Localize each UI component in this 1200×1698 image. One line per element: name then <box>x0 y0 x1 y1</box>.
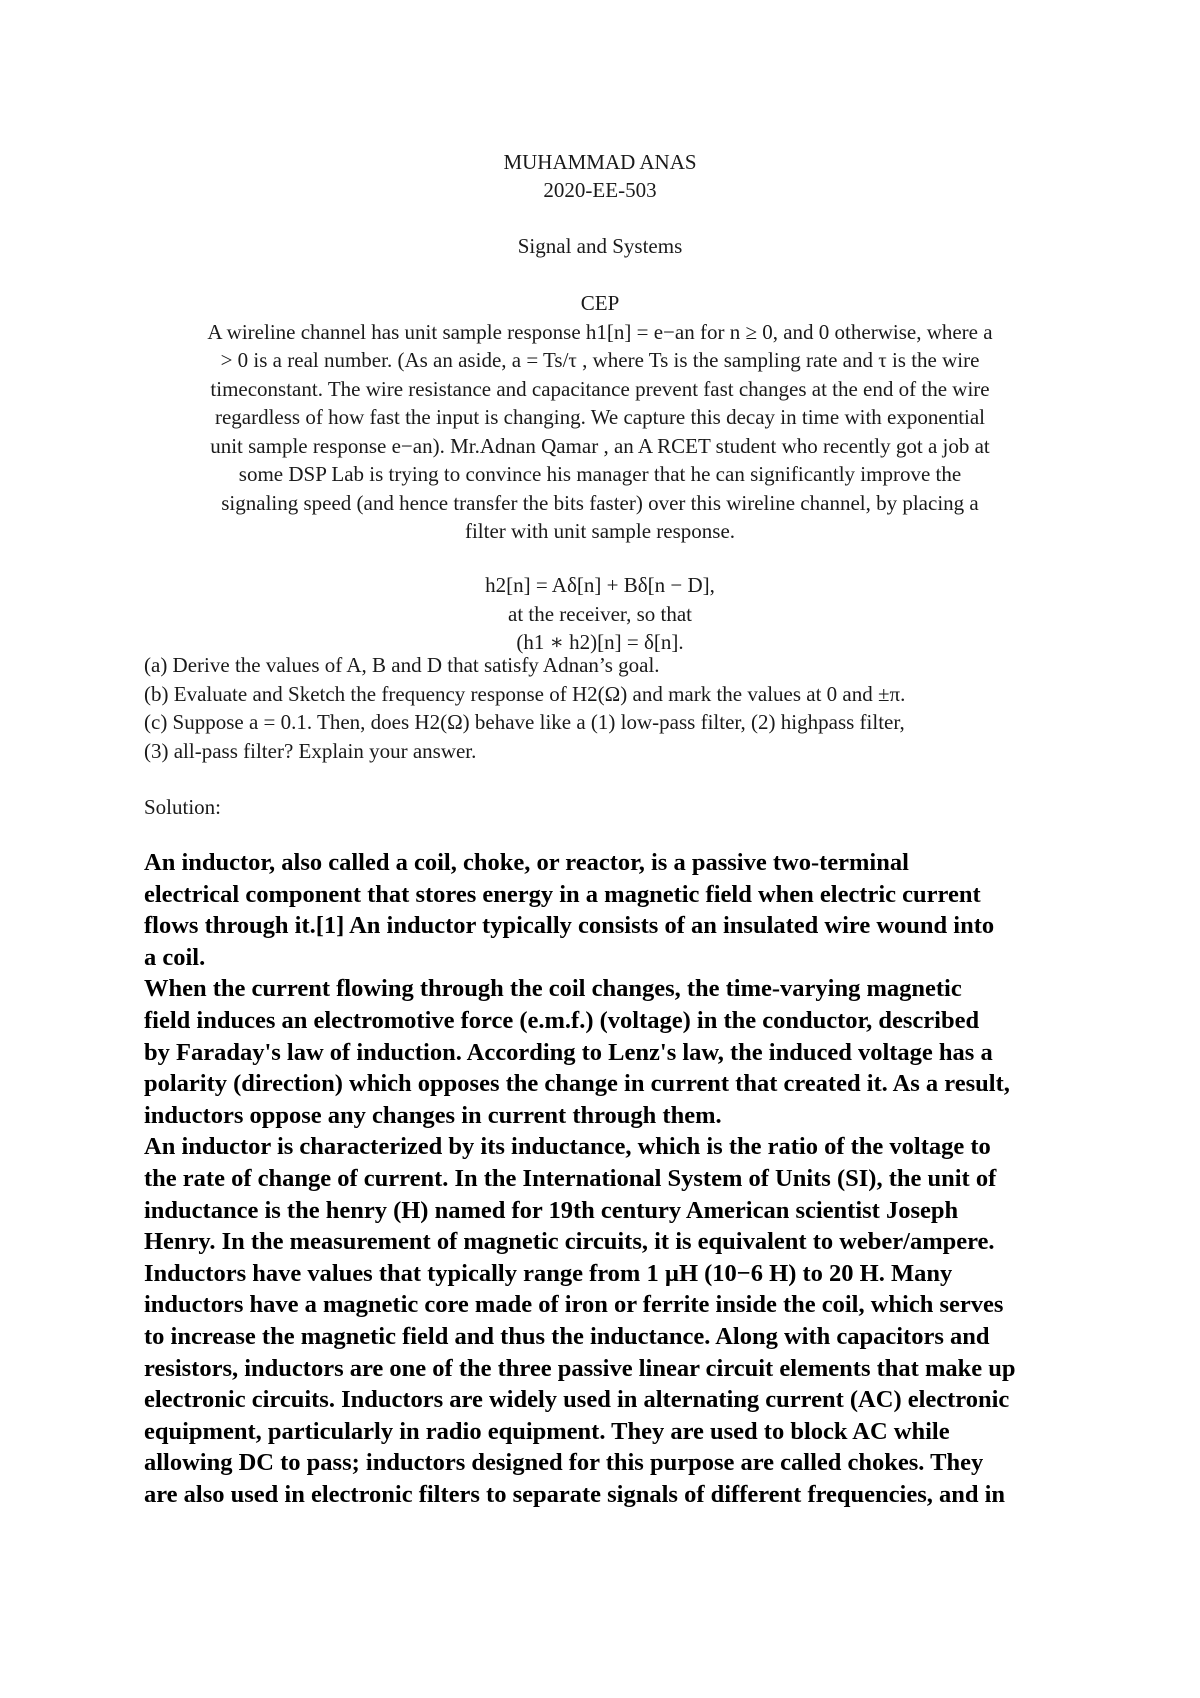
problem-line: some DSP Lab is trying to convince his manager that he can significantly improve the <box>238 462 962 486</box>
solution-line: the rate of change of current. In the International System of Units (SI), the unit of <box>144 1164 997 1192</box>
question-part-b: (b) Evaluate and Sketch the frequency response of H2(Ω) and mark the values at 0 and ±π. <box>144 681 906 706</box>
problem-line: > 0 is a real number. (As an aside, a = Ts/τ , where Ts is the sampling rate and τ is the wire <box>220 348 980 372</box>
solution-line: When the current flowing through the coil changes, the time-varying magnetic <box>144 975 962 1003</box>
question-parts <box>144 651 1064 765</box>
solution-line: electronic circuits. Inductors are widely used in alternating current (AC) electronic <box>144 1386 1010 1414</box>
author-name <box>140 148 1060 177</box>
solution-line: inductance is the henry (H) named for 19th century American scientist Joseph <box>144 1196 959 1224</box>
problem-line: unit sample response e−an). Mr.Adnan Qamar , an A RCET student who recently got a job at <box>210 433 990 458</box>
problem-line: timeconstant. The wire resistance and capacitance prevent fast changes at the end of the wire <box>210 376 990 401</box>
author-name-text: MUHAMMAD ANAS <box>503 150 697 174</box>
roll-number <box>140 176 1060 205</box>
solution-label: Solution: <box>144 795 222 819</box>
solution-line: by Faraday's law of induction. According to Lenz's law, the induced voltage has a <box>144 1038 993 1066</box>
question-part-c: (c) Suppose a = 0.1. Then, does H2(Ω) behave like a (1) low-pass filter, (2) highpass filter, <box>144 710 905 734</box>
problem-line: filter with unit sample response. <box>464 519 736 543</box>
solution-line: electrical component that stores energy in a magnetic field when electric current <box>144 880 981 908</box>
solution-line: Henry. In the measurement of magnetic circuits, it is equivalent to weber/ampere. <box>144 1228 995 1256</box>
equation-line: h2[n] = Aδ[n] + Bδ[n − D], <box>485 573 715 597</box>
subject-title-text: Signal and Systems <box>517 234 683 258</box>
solution-line: Inductors have values that typically range from 1 µH (10−6 H) to 20 H. Many <box>144 1259 953 1287</box>
solution-line: polarity (direction) which opposes the change in current that created it. As a result, <box>144 1070 1010 1098</box>
equation-line: (h1 ∗ h2)[n] = δ[n]. <box>516 630 684 654</box>
problem-line: CEP <box>580 291 620 315</box>
question-part-c-continued: (3) all-pass filter? Explain your answer. <box>144 738 477 763</box>
problem-line: A wireline channel has unit sample response h1[n] = e−an for n ≥ 0, and 0 otherwise, where a <box>207 319 993 344</box>
problem-line: regardless of how fast the input is changing. We capture this decay in time with exponential <box>214 405 986 429</box>
problem-line: signaling speed (and hence transfer the bits faster) over this wireline channel, by placing a <box>221 490 979 515</box>
roll-number-text: 2020-EE-503 <box>543 178 657 202</box>
solution-line: inductors have a magnetic core made of iron or ferrite inside the coil, which serves <box>144 1291 1004 1319</box>
solution-line: to increase the magnetic field and thus the inductance. Along with capacitors and <box>144 1322 990 1350</box>
solution-line: inductors oppose any changes in current through them. <box>144 1101 722 1129</box>
solution-line: resistors, inductors are one of the three passive linear circuit elements that make up <box>144 1354 1016 1382</box>
solution-line: field induces an electromotive force (e.m.f.) (voltage) in the conductor, described <box>144 1006 980 1034</box>
solution-line: flows through it.[1] An inductor typically consists of an insulated wire wound into <box>144 912 995 940</box>
solution-line: a coil. <box>144 943 206 971</box>
question-part-a: (a) Derive the values of A, B and D that satisfy Adnan’s goal. <box>144 653 660 677</box>
equation-line: at the receiver, so that <box>508 601 692 626</box>
solution-line: An inductor, also called a coil, choke, or reactor, is a passive two-terminal <box>144 849 909 876</box>
solution-line: are also used in electronic filters to separate signals of different frequencies, and in <box>144 1480 1006 1508</box>
solution-body <box>144 847 1084 1510</box>
solution-line: allowing DC to pass; inductors designed for this purpose are called chokes. They <box>144 1449 984 1477</box>
solution-line: equipment, particularly in radio equipment. They are used to block AC while <box>144 1417 950 1445</box>
subject-title <box>140 232 1060 261</box>
solution-line: An inductor is characterized by its inductance, which is the ratio of the voltage to <box>144 1133 991 1161</box>
equation-block <box>140 571 1060 657</box>
problem-statement <box>140 289 1060 546</box>
